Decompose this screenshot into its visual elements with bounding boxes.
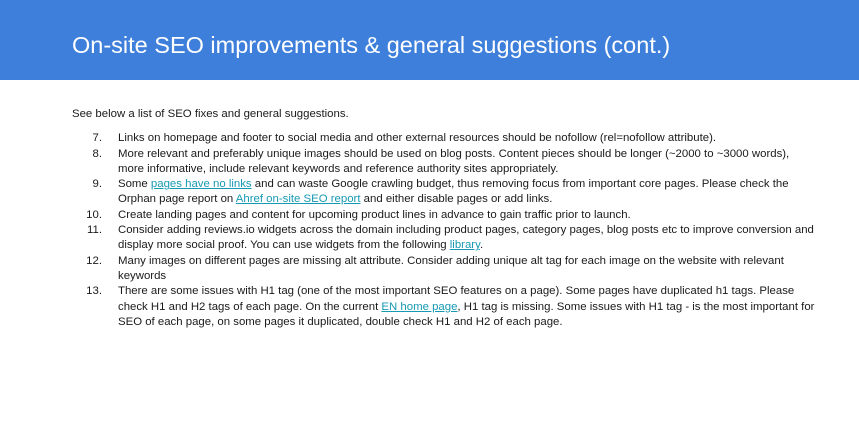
list-item-text: There are some issues with H1 tag (one of the most important SEO features on a page). Some pages have duplicated h1 tags. Please check H1 and H2 tags of each page. On the current bbox=[118, 285, 795, 313]
list-number: 8. bbox=[92, 147, 102, 160]
list-item-text: Many images on different pages are missing alt attribute. Consider adding unique alt tag for each image on the website with relevant keywords bbox=[118, 254, 784, 282]
list-item-text: , H1 tag is missing. Some issues with H1 tag - is the most important for SEO of each page, on some pages it duplicated, double check H1 and H2 of each page. bbox=[118, 300, 815, 328]
ahref-report-link[interactable]: Ahref on-site SEO report bbox=[235, 193, 361, 206]
list-item-text: and can waste Google crawling budget, thus removing focus from important core pages. Please check the Orphan page report on bbox=[118, 178, 789, 206]
title-bar bbox=[0, 0, 859, 80]
list-number: 10. bbox=[86, 208, 102, 221]
slide-content bbox=[72, 107, 817, 330]
list-item-text: Some bbox=[118, 178, 151, 191]
list-item-text: Consider adding reviews.io widgets across the domain including product pages, category pages, blog posts etc to improve conversion and display more social proof. You can use widgets from the following bbox=[118, 224, 814, 252]
list-item-9 bbox=[72, 177, 817, 208]
list-number: 12. bbox=[86, 254, 102, 267]
list-number: 7. bbox=[92, 132, 102, 145]
list-number: 13. bbox=[86, 285, 102, 298]
list-item-13 bbox=[72, 284, 817, 330]
en-home-page-link[interactable]: EN home page bbox=[381, 300, 458, 313]
slide-title: On-site SEO improvements & general suggestions (cont.) bbox=[72, 32, 671, 58]
library-link[interactable]: library bbox=[449, 239, 480, 252]
list-item-text: and either disable pages or add links. bbox=[360, 193, 553, 206]
list-item-text: Links on homepage and footer to social media and other external resources should be nofollow (rel=nofollow attribute). bbox=[118, 132, 717, 145]
suggestions-list bbox=[72, 131, 817, 330]
pages-no-links-link[interactable]: pages have no links bbox=[150, 178, 252, 191]
list-item-8 bbox=[72, 147, 817, 178]
list-number: 11. bbox=[87, 224, 102, 237]
list-item-text: . bbox=[479, 239, 484, 252]
list-item-7 bbox=[72, 131, 817, 146]
list-item-text: Create landing pages and content for upcoming product lines in advance to gain traffic prior to launch. bbox=[118, 208, 631, 221]
list-item-10 bbox=[72, 208, 817, 223]
list-item-12 bbox=[72, 254, 817, 285]
list-item-11 bbox=[72, 223, 817, 254]
intro-text: See below a list of SEO fixes and general suggestions. bbox=[72, 108, 349, 120]
list-number: 9. bbox=[92, 178, 102, 191]
list-item-text: More relevant and preferably unique images should be used on blog posts. Content pieces should be longer (~2000 to ~3000 words), more informative, include relevant keywords and reference authority sites appropriately. bbox=[118, 147, 790, 175]
